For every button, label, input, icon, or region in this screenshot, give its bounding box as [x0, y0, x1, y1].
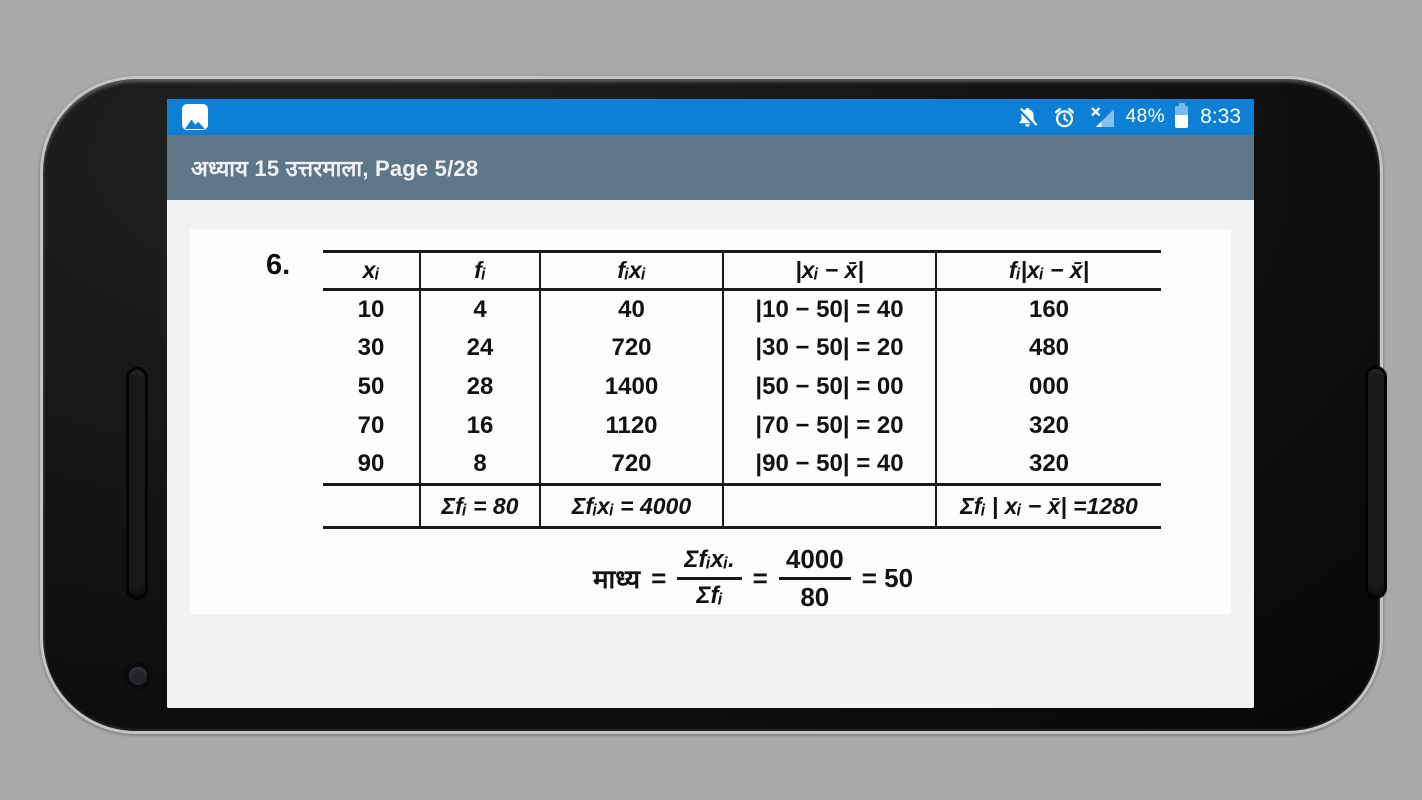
- table-cell: 1120: [540, 407, 723, 446]
- table-cell: 90: [357, 450, 385, 478]
- formula-result: = 50: [861, 562, 914, 593]
- table-row: [323, 446, 1161, 485]
- table-header-cell: |xᵢ − x̄|: [723, 252, 936, 290]
- alarm-icon: [1053, 106, 1076, 129]
- phone-screen: [167, 99, 1254, 708]
- formula-fraction-symbolic: [677, 547, 741, 609]
- table-cell: |30 − 50| = 20: [723, 329, 936, 368]
- front-camera: [124, 662, 152, 690]
- table-cell: |90 − 50| = 40: [723, 446, 936, 485]
- table-cell: |10 − 50| = 40: [723, 290, 936, 329]
- table-cell: 720: [540, 329, 723, 368]
- fraction-denominator: 80: [800, 581, 830, 612]
- table-total-cell: [323, 485, 420, 528]
- fraction-numerator: 4000: [779, 545, 851, 580]
- formula-equals: =: [752, 562, 768, 593]
- gallery-notification-icon: [182, 104, 208, 130]
- table-header-cell: fᵢxᵢ: [540, 252, 723, 290]
- formula-label: माध्य: [592, 564, 641, 595]
- table-header-cell: fᵢ: [420, 252, 540, 290]
- table-cell: 16: [420, 407, 540, 446]
- statistics-table: [323, 250, 1161, 529]
- table-cell: |50 − 50| = 00: [723, 368, 936, 407]
- notifications-muted-icon: [1016, 106, 1039, 129]
- table-cell: 30: [357, 334, 385, 361]
- table-totals-row: [323, 485, 1161, 528]
- document-scroll-area[interactable]: [167, 200, 1254, 708]
- table-cell: 000: [936, 368, 1161, 407]
- table-cell: 28: [420, 368, 540, 407]
- table-row: [323, 407, 1161, 446]
- table-cell: 480: [936, 329, 1161, 368]
- clock-time: 8:33: [1200, 105, 1241, 128]
- left-edge-speaker-slot: [126, 367, 148, 600]
- mean-formula: [190, 545, 1231, 611]
- table-cell: 70: [357, 412, 385, 439]
- table-row: [323, 290, 1161, 329]
- formula-equals: =: [651, 562, 667, 593]
- table-cell: 10: [357, 295, 385, 323]
- status-bar: [167, 99, 1254, 135]
- battery-icon: [1175, 106, 1188, 128]
- fraction-numerator: Σfᵢxᵢ.: [677, 547, 741, 579]
- table-cell: 320: [936, 446, 1161, 485]
- table-cell: 50: [357, 373, 385, 400]
- table-total-cell: [723, 485, 936, 528]
- right-edge-speaker-slot: [1365, 366, 1387, 599]
- app-header: [167, 135, 1254, 200]
- table-header-cell: fᵢ|xᵢ − x̄|: [936, 252, 1161, 290]
- table-cell: 40: [540, 290, 723, 329]
- table-header-row: [323, 252, 1161, 290]
- table-cell: 320: [936, 407, 1161, 446]
- table-total-cell: Σfᵢ = 80: [420, 485, 540, 528]
- table-cell: 1400: [540, 368, 723, 407]
- table-row: [323, 368, 1161, 407]
- table-cell: 8: [420, 446, 540, 485]
- problem-number: 6.: [266, 249, 291, 281]
- table-cell: 4: [420, 290, 540, 329]
- table-cell: |70 − 50| = 20: [723, 407, 936, 446]
- battery-percentage: 48%: [1125, 106, 1166, 127]
- table-cell: 24: [420, 329, 540, 368]
- table-cell: 160: [936, 290, 1161, 329]
- page-title: अध्याय 15 उत्तरमाला, Page 5/28: [191, 155, 479, 181]
- table-total-cell: Σfᵢ | xᵢ − x̄| =1280: [936, 485, 1161, 528]
- fraction-denominator: Σfᵢ: [696, 581, 723, 609]
- scanned-textbook-page: [190, 229, 1231, 614]
- table-cell: 720: [540, 446, 723, 485]
- table-total-cell: Σfᵢxᵢ = 4000: [540, 485, 723, 528]
- table-row: [323, 329, 1161, 368]
- formula-fraction-numeric: [779, 545, 851, 611]
- table-header-cell: xᵢ: [323, 252, 420, 290]
- no-signal-icon: [1090, 105, 1116, 129]
